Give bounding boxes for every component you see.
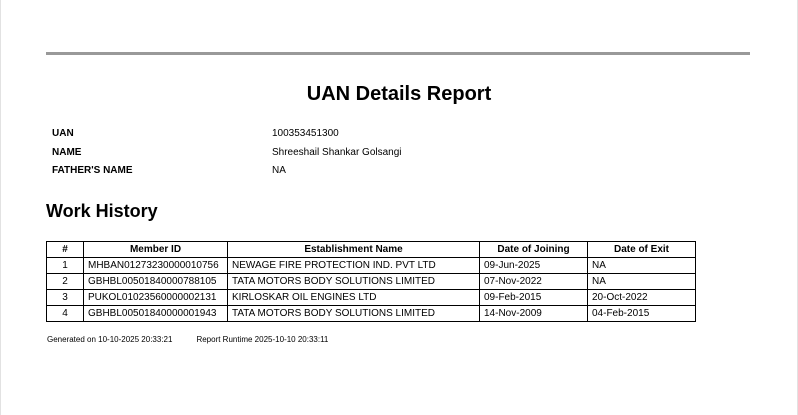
work-history-table [46, 241, 696, 322]
cell-date-of-exit: NA [588, 258, 696, 274]
cell-date-of-exit: 20-Oct-2022 [588, 290, 696, 306]
cell-date-of-joining: 07-Nov-2022 [480, 274, 588, 290]
cell-date-of-joining: 09-Feb-2015 [480, 290, 588, 306]
cell-member-id: MHBAN01273230000010756 [84, 258, 228, 274]
cell-establishment-name: KIRLOSKAR OIL ENGINES LTD [228, 290, 480, 306]
detail-value: NA [272, 165, 286, 176]
page-border-left [0, 0, 1, 415]
column-header-date-of-joining: Date of Joining [480, 242, 588, 258]
column-header-date-of-exit: Date of Exit [588, 242, 696, 258]
cell-index: 4 [47, 306, 84, 322]
column-header-establishment-name: Establishment Name [228, 242, 480, 258]
report-runtime-text: Report Runtime 2025-10-10 20:33:11 [196, 335, 329, 344]
table-row [47, 290, 696, 306]
column-header-member-id: Member ID [84, 242, 228, 258]
cell-establishment-name: TATA MOTORS BODY SOLUTIONS LIMITED [228, 306, 480, 322]
cell-establishment-name: TATA MOTORS BODY SOLUTIONS LIMITED [228, 274, 480, 290]
report-title: UAN Details Report [306, 83, 492, 105]
cell-member-id: GBHBL00501840000788105 [84, 274, 228, 290]
cell-date-of-joining: 14-Nov-2009 [480, 306, 588, 322]
table-row [47, 274, 696, 290]
cell-member-id: GBHBL00501840000001943 [84, 306, 228, 322]
cell-date-of-exit: NA [588, 274, 696, 290]
cell-index: 1 [47, 258, 84, 274]
detail-label: FATHER'S NAME [52, 165, 133, 176]
cell-date-of-joining: 09-Jun-2025 [480, 258, 588, 274]
column-header-index: # [47, 242, 84, 258]
cell-index: 3 [47, 290, 84, 306]
table-row [47, 258, 696, 274]
work-history-heading: Work History [46, 201, 158, 221]
cell-establishment-name: NEWAGE FIRE PROTECTION IND. PVT LTD [228, 258, 480, 274]
table-header-row [47, 242, 696, 258]
cell-member-id: PUKOL01023560000002131 [84, 290, 228, 306]
detail-label: NAME [52, 147, 82, 158]
detail-value: Shreeshail Shankar Golsangi [272, 147, 402, 158]
generated-on-text: Generated on 10-10-2025 20:33:21 [47, 335, 173, 344]
detail-label: UAN [52, 128, 74, 139]
detail-value: 100353451300 [272, 128, 339, 139]
table-row [47, 306, 696, 322]
report-footer [47, 335, 328, 345]
cell-index: 2 [47, 274, 84, 290]
cell-date-of-exit: 04-Feb-2015 [588, 306, 696, 322]
header-rule [46, 52, 750, 55]
